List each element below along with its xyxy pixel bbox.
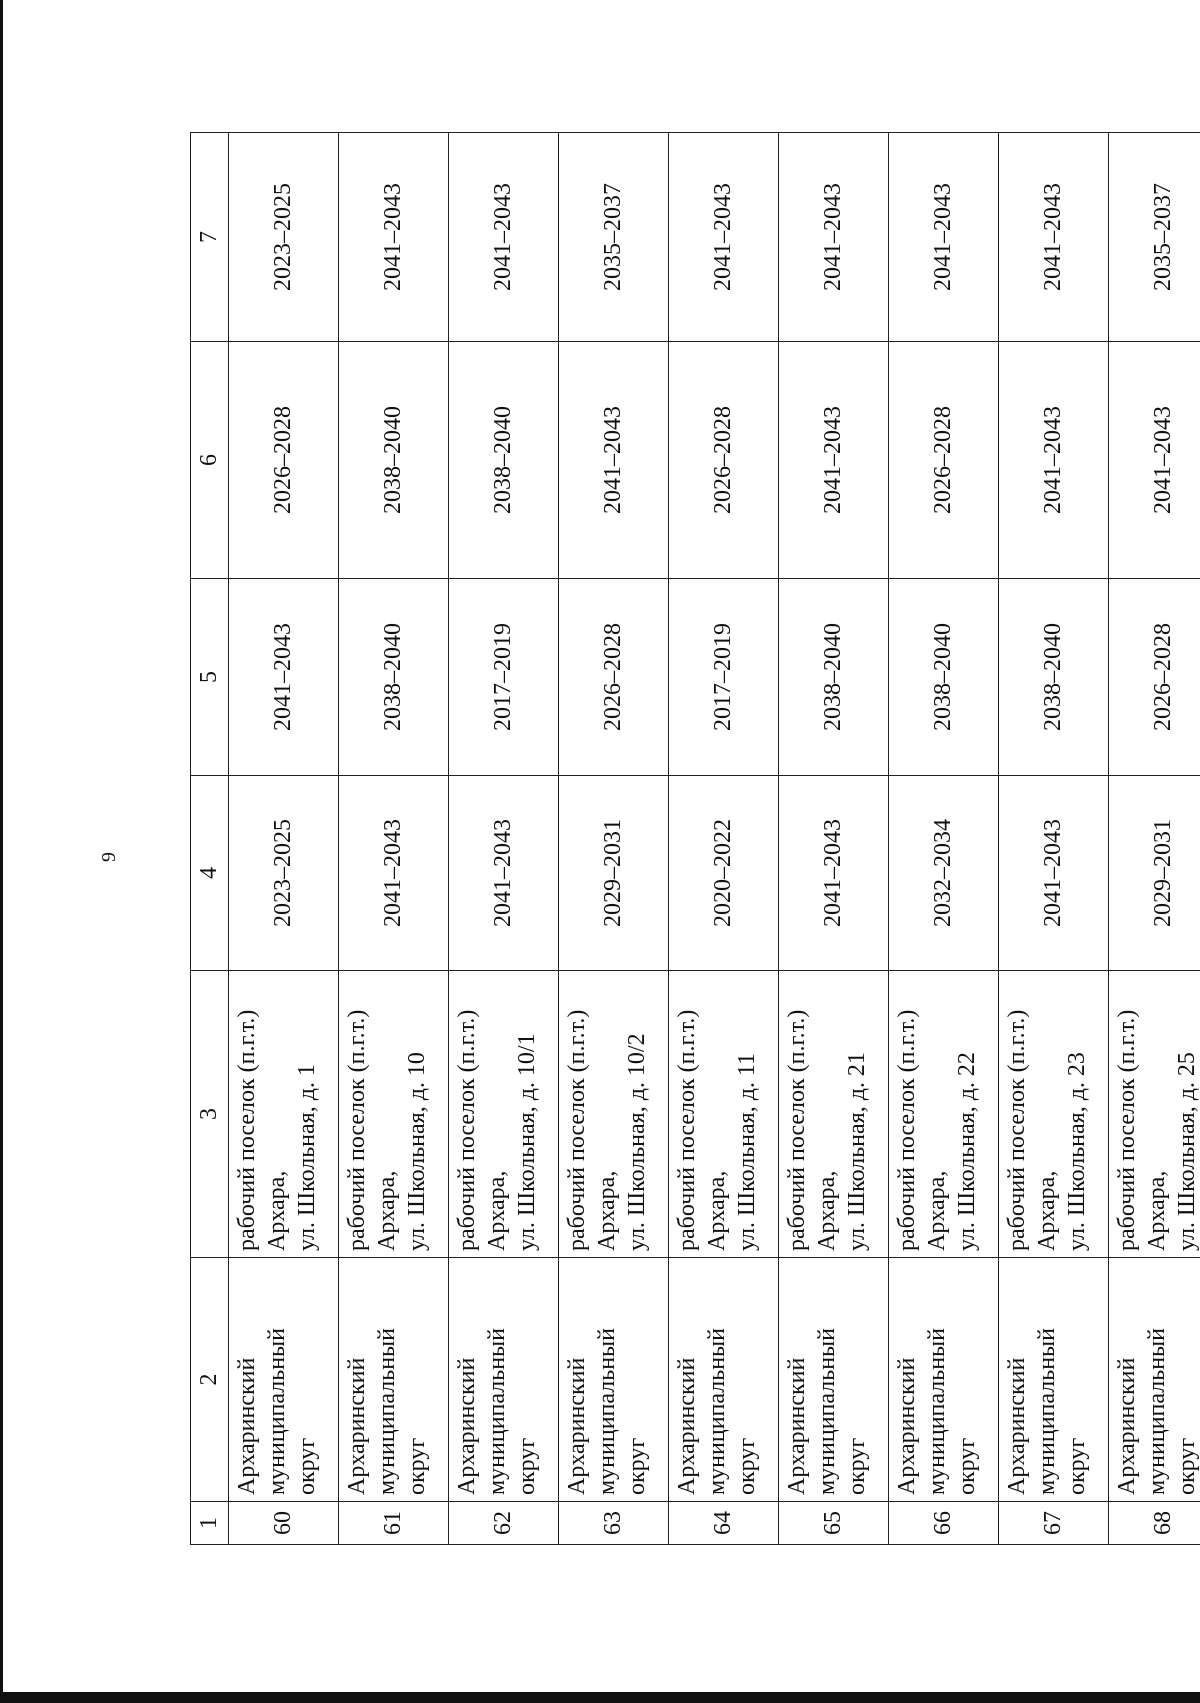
address-line: ул. Школьная, д. 1 [294,1064,320,1251]
address-line: Архара, [264,1170,290,1251]
period-col-5: 2038–2040 [339,579,449,776]
district-line: округ [294,1437,320,1495]
address-cell [559,971,669,1258]
district-cell [779,1258,889,1502]
column-header-5: 5 [191,579,229,776]
period-col-7: 2041–2043 [669,133,779,342]
district-line: округ [844,1437,870,1495]
header-row [191,133,229,1545]
address-line: ул. Школьная, д. 10 [404,1052,430,1251]
district-line: округ [954,1437,980,1495]
address-cell [229,971,339,1258]
table-row [449,133,559,1545]
period-col-7: 2041–2043 [889,133,999,342]
period-col-5: 2041–2043 [229,579,339,776]
table-row [1109,133,1200,1545]
period-col-6: 2041–2043 [999,342,1109,579]
schedule-table [190,132,1200,1545]
district-cell [999,1258,1109,1502]
district-line: округ [1064,1437,1090,1495]
row-number: 62 [449,1502,559,1545]
address-line: ул. Школьная, д. 11 [734,1052,760,1251]
address-cell [1109,971,1200,1258]
rotated-table-container [190,133,1200,1545]
district-line: муниципальный [814,1327,840,1495]
district-line: муниципальный [264,1327,290,1495]
district-line: Архаринский [344,1357,370,1495]
address-line: Архара, [374,1170,400,1251]
address-line: рабочий поселок (п.г.т.) [344,1009,370,1251]
period-col-7: 2023–2025 [229,133,339,342]
period-col-4: 2041–2043 [779,776,889,971]
row-number: 67 [999,1502,1109,1545]
table-body [229,133,1200,1545]
period-col-6: 2041–2043 [559,342,669,579]
period-col-5: 2026–2028 [1109,579,1200,776]
address-line: ул. Школьная, д. 21 [844,1052,870,1251]
period-col-6: 2026–2028 [669,342,779,579]
district-cell [889,1258,999,1502]
period-col-7: 2041–2043 [779,133,889,342]
row-number: 68 [1109,1502,1200,1545]
period-col-7: 2041–2043 [999,133,1109,342]
district-cell [339,1258,449,1502]
address-line: Архара, [814,1170,840,1251]
row-number: 63 [559,1502,669,1545]
column-header-7: 7 [191,133,229,342]
period-col-6: 2041–2043 [1109,342,1200,579]
district-line: Архаринский [234,1357,260,1495]
period-col-6: 2026–2028 [889,342,999,579]
row-number: 66 [889,1502,999,1545]
address-line: рабочий поселок (п.г.т.) [674,1009,700,1251]
district-line: округ [1174,1437,1200,1495]
period-col-5: 2017–2019 [449,579,559,776]
district-line: муниципальный [704,1327,730,1495]
district-line: Архаринский [784,1357,810,1495]
address-line: ул. Школьная, д. 23 [1064,1052,1090,1251]
table-row [999,133,1109,1545]
period-col-5: 2017–2019 [669,579,779,776]
address-cell [779,971,889,1258]
district-line: муниципальный [594,1327,620,1495]
district-line: Архаринский [564,1357,590,1495]
table-row [889,133,999,1545]
row-number: 65 [779,1502,889,1545]
period-col-6: 2038–2040 [449,342,559,579]
scan-edge-bottom [0,1692,1200,1703]
table-row [559,133,669,1545]
period-col-7: 2041–2043 [339,133,449,342]
address-line: ул. Школьная, д. 25 [1174,1052,1200,1251]
period-col-7: 2035–2037 [559,133,669,342]
period-col-4: 2029–2031 [559,776,669,971]
period-col-6: 2041–2043 [779,342,889,579]
column-header-3: 3 [191,971,229,1258]
period-col-4: 2041–2043 [999,776,1109,971]
address-line: рабочий поселок (п.г.т.) [784,1009,810,1251]
period-col-5: 2026–2028 [559,579,669,776]
district-line: округ [514,1437,540,1495]
address-line: ул. Школьная, д. 10/1 [514,1033,540,1251]
table-row [669,133,779,1545]
address-line: Архара, [594,1170,620,1251]
district-line: Архаринский [1004,1357,1030,1495]
page-number: 9 [98,852,120,862]
scan-edge-left [0,0,3,1703]
district-cell [559,1258,669,1502]
address-line: рабочий поселок (п.г.т.) [1004,1009,1030,1251]
district-cell [669,1258,779,1502]
address-line: рабочий поселок (п.г.т.) [454,1009,480,1251]
district-line: Архаринский [674,1357,700,1495]
column-header-2: 2 [191,1258,229,1502]
period-col-4: 2041–2043 [339,776,449,971]
address-cell [889,971,999,1258]
period-col-4: 2020–2022 [669,776,779,971]
address-line: рабочий поселок (п.г.т.) [1114,1009,1140,1251]
district-line: муниципальный [1034,1327,1060,1495]
column-header-6: 6 [191,342,229,579]
address-line: рабочий поселок (п.г.т.) [564,1009,590,1251]
district-line: муниципальный [484,1327,510,1495]
period-col-5: 2038–2040 [999,579,1109,776]
period-col-4: 2029–2031 [1109,776,1200,971]
district-line: округ [734,1437,760,1495]
table-row [229,133,339,1545]
period-col-7: 2035–2037 [1109,133,1200,342]
address-cell [449,971,559,1258]
address-line: Архара, [704,1170,730,1251]
district-line: Архаринский [1114,1357,1140,1495]
period-col-6: 2038–2040 [339,342,449,579]
district-line: округ [404,1437,430,1495]
address-line: Архара, [924,1170,950,1251]
district-line: Архаринский [454,1357,480,1495]
table-row [779,133,889,1545]
column-header-1: 1 [191,1502,229,1545]
column-header-4: 4 [191,776,229,971]
district-line: муниципальный [1144,1327,1170,1495]
district-line: муниципальный [924,1327,950,1495]
address-cell [999,971,1109,1258]
address-line: рабочий поселок (п.г.т.) [234,1009,260,1251]
row-number: 61 [339,1502,449,1545]
address-line: рабочий поселок (п.г.т.) [894,1009,920,1251]
period-col-6: 2026–2028 [229,342,339,579]
period-col-4: 2023–2025 [229,776,339,971]
district-line: Архаринский [894,1357,920,1495]
period-col-4: 2041–2043 [449,776,559,971]
address-line: ул. Школьная, д. 22 [954,1052,980,1251]
address-cell [669,971,779,1258]
period-col-7: 2041–2043 [449,133,559,342]
period-col-4: 2032–2034 [889,776,999,971]
district-cell [229,1258,339,1502]
address-line: Архара, [1144,1170,1170,1251]
period-col-5: 2038–2040 [889,579,999,776]
row-number: 64 [669,1502,779,1545]
address-cell [339,971,449,1258]
district-line: муниципальный [374,1327,400,1495]
address-line: ул. Школьная, д. 10/2 [624,1033,650,1251]
table-row [339,133,449,1545]
period-col-5: 2038–2040 [779,579,889,776]
address-line: Архара, [484,1170,510,1251]
row-number: 60 [229,1502,339,1545]
district-line: округ [624,1437,650,1495]
address-line: Архара, [1034,1170,1060,1251]
district-cell [1109,1258,1200,1502]
district-cell [449,1258,559,1502]
